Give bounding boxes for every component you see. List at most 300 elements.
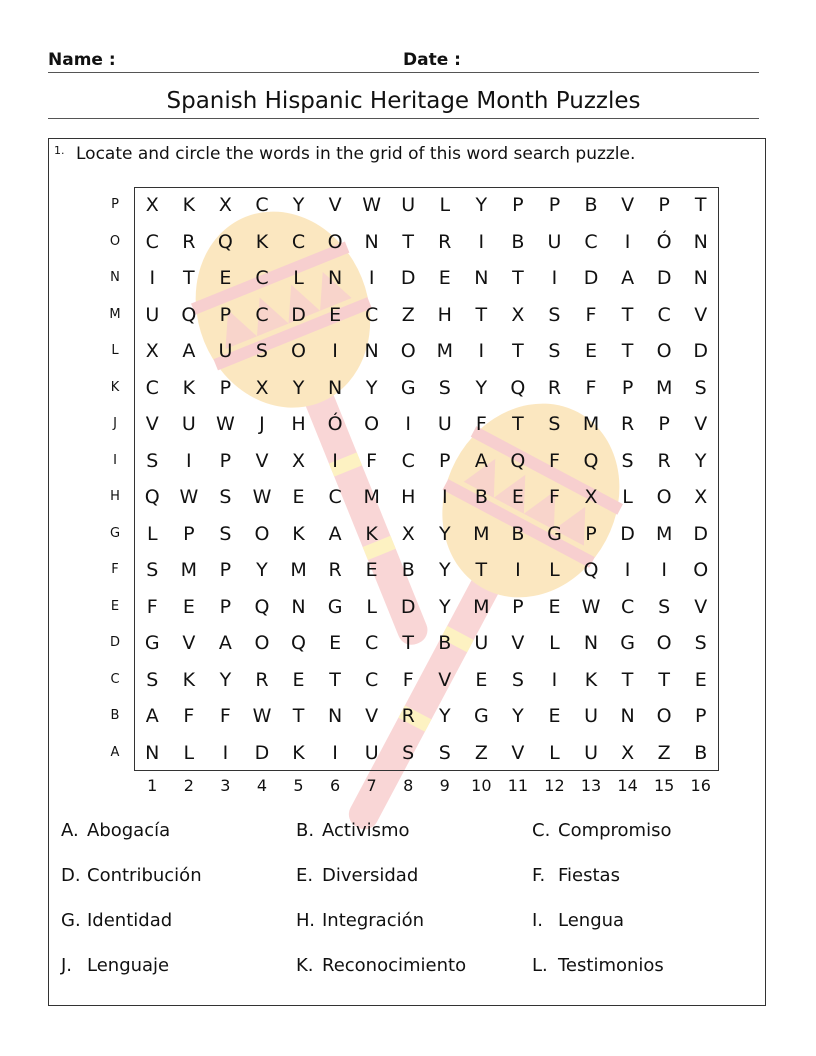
row-label: G bbox=[109, 525, 121, 541]
grid-cell: T bbox=[402, 230, 415, 253]
grid-cell: E bbox=[182, 595, 195, 618]
grid-cell: R bbox=[657, 449, 671, 472]
grid-cell: F bbox=[183, 705, 195, 727]
row-label: B bbox=[110, 708, 120, 723]
grid-cell: M bbox=[655, 522, 673, 545]
grid-cell: V bbox=[438, 668, 452, 691]
grid-cell: P bbox=[585, 522, 597, 545]
grid-cell: E bbox=[219, 267, 232, 289]
grid-cell: O bbox=[693, 559, 709, 581]
grid-cell: I bbox=[624, 559, 631, 581]
grid-cell: P bbox=[658, 194, 670, 216]
grid-cell: N bbox=[693, 230, 708, 253]
row-label: M bbox=[109, 306, 121, 322]
grid-cell: L bbox=[622, 486, 633, 508]
grid-cell: D bbox=[400, 595, 416, 618]
column-label: 1 bbox=[147, 776, 158, 795]
grid-cell: Y bbox=[694, 449, 707, 472]
grid-cell: I bbox=[478, 340, 485, 362]
grid-cell: F bbox=[548, 486, 560, 508]
grid-cell: V bbox=[365, 705, 379, 727]
word-text: Lenguaje bbox=[87, 955, 170, 976]
grid-cell: L bbox=[293, 267, 304, 289]
grid-cell: Q bbox=[510, 376, 526, 399]
grid-cell: H bbox=[437, 303, 452, 326]
grid-cell: Y bbox=[365, 376, 378, 399]
grid-cell: E bbox=[438, 267, 451, 289]
grid-cell: C bbox=[365, 668, 379, 691]
grid-cell: L bbox=[146, 522, 158, 545]
grid-cell: C bbox=[620, 595, 635, 618]
word-letter: C. bbox=[532, 820, 551, 841]
grid-cell: B bbox=[511, 230, 525, 253]
grid-cell: I bbox=[332, 449, 338, 472]
grid-cell: V bbox=[328, 194, 342, 216]
grid-cell: O bbox=[254, 632, 270, 654]
grid-cell: R bbox=[255, 668, 269, 691]
word-text: Contribución bbox=[87, 865, 202, 886]
grid-cell: E bbox=[548, 705, 561, 727]
grid-cell: Q bbox=[254, 595, 270, 618]
grid-cell: L bbox=[549, 741, 560, 764]
grid-cell: F bbox=[366, 449, 378, 472]
grid-cell: U bbox=[145, 303, 160, 326]
grid-cell: K bbox=[182, 668, 196, 691]
grid-cell: O bbox=[327, 230, 343, 253]
grid-cell: P bbox=[621, 376, 634, 399]
grid-cell: Ó bbox=[656, 230, 672, 253]
word-list-item bbox=[532, 820, 671, 841]
word-letter: E. bbox=[296, 865, 314, 886]
word-letter: A. bbox=[61, 820, 79, 841]
grid-cell: Z bbox=[657, 741, 671, 764]
word-list-item bbox=[532, 910, 624, 931]
grid-cell: X bbox=[145, 340, 159, 362]
grid-cell: X bbox=[584, 486, 598, 508]
grid-cell: K bbox=[292, 741, 305, 764]
grid-cell: V bbox=[511, 632, 525, 654]
grid-cell: C bbox=[365, 303, 379, 326]
grid-cell: R bbox=[328, 559, 342, 581]
grid-cell: P bbox=[219, 376, 232, 399]
grid-cell: D bbox=[656, 267, 672, 289]
grid-cell: K bbox=[255, 230, 269, 253]
grid-cell: G bbox=[473, 705, 489, 727]
grid-cell: K bbox=[292, 522, 305, 545]
grid-cell: Q bbox=[181, 303, 197, 326]
grid-cell: H bbox=[291, 413, 306, 435]
word-letter: J. bbox=[61, 955, 73, 976]
grid-cell: P bbox=[694, 705, 707, 727]
row-label: O bbox=[109, 233, 121, 249]
word-search-grid bbox=[134, 187, 719, 771]
grid-cell: O bbox=[656, 705, 672, 727]
grid-cell: G bbox=[144, 632, 160, 654]
grid-cell: I bbox=[332, 741, 338, 764]
row-label: P bbox=[111, 197, 119, 212]
column-label: 7 bbox=[366, 776, 377, 795]
grid-cell: I bbox=[478, 230, 485, 253]
grid-cell: M bbox=[363, 486, 380, 508]
grid-cell: B bbox=[511, 522, 525, 545]
grid-cell: N bbox=[145, 741, 160, 764]
grid-cell: I bbox=[222, 741, 229, 764]
word-list-item bbox=[61, 820, 170, 841]
grid-cell: G bbox=[400, 376, 416, 399]
grid-cell: I bbox=[149, 267, 156, 289]
word-list-item bbox=[532, 955, 664, 976]
column-label: 6 bbox=[329, 776, 341, 795]
grid-cell: M bbox=[473, 595, 490, 618]
grid-cell: Y bbox=[438, 705, 451, 727]
grid-cell: O bbox=[364, 413, 380, 435]
grid-cell: T bbox=[621, 340, 634, 362]
grid-cell: T bbox=[512, 340, 524, 362]
grid-cell: W bbox=[179, 486, 199, 508]
grid-cell: U bbox=[364, 741, 379, 764]
grid-cell: C bbox=[145, 376, 159, 399]
grid-cell: K bbox=[365, 522, 378, 545]
grid-cell: V bbox=[621, 194, 635, 216]
grid-cell: Y bbox=[292, 194, 305, 216]
word-letter: I. bbox=[532, 910, 544, 931]
grid-cell: T bbox=[402, 632, 415, 654]
grid-cell: R bbox=[438, 230, 452, 253]
grid-cell: I bbox=[332, 340, 338, 362]
grid-cell: A bbox=[328, 522, 342, 545]
grid-cell: U bbox=[474, 632, 489, 654]
grid-cell: D bbox=[583, 267, 599, 289]
grid-cell: E bbox=[329, 303, 342, 326]
row-label: C bbox=[110, 671, 120, 687]
word-text: Testimonios bbox=[558, 955, 664, 976]
word-letter: B. bbox=[296, 820, 315, 841]
word-list-item bbox=[296, 910, 424, 931]
grid-cell: C bbox=[255, 267, 269, 289]
grid-cell: T bbox=[475, 303, 488, 326]
grid-cell: T bbox=[475, 559, 488, 581]
grid-cell: N bbox=[693, 267, 708, 289]
row-label: E bbox=[110, 598, 120, 614]
grid-cell: W bbox=[252, 486, 272, 508]
word-letter: L. bbox=[532, 955, 548, 976]
grid-cell: D bbox=[693, 340, 709, 362]
grid-cell: E bbox=[329, 632, 342, 654]
grid-cell: F bbox=[146, 595, 158, 618]
grid-cell: I bbox=[624, 230, 631, 253]
grid-cell: T bbox=[292, 705, 305, 727]
grid-cell: T bbox=[512, 413, 524, 435]
grid-cell: R bbox=[620, 413, 635, 435]
grid-cell: N bbox=[620, 705, 635, 727]
grid-cell: R bbox=[182, 230, 196, 253]
grid-cell: T bbox=[621, 303, 634, 326]
grid-cell: Q bbox=[583, 449, 599, 472]
grid-cell: C bbox=[657, 303, 671, 326]
grid-cell: V bbox=[511, 741, 525, 764]
word-text: Activismo bbox=[322, 820, 410, 841]
grid-cell: D bbox=[693, 522, 709, 545]
grid-cell: Y bbox=[256, 559, 268, 581]
grid-cell: S bbox=[438, 376, 451, 399]
grid-cell: W bbox=[362, 194, 382, 216]
grid-cell: D bbox=[291, 303, 306, 326]
grid-cell: I bbox=[515, 559, 521, 581]
grid-cell: P bbox=[219, 595, 232, 618]
word-list-item bbox=[532, 865, 620, 886]
grid-cell: X bbox=[218, 194, 232, 216]
column-label: 15 bbox=[653, 776, 675, 795]
grid-cell: L bbox=[183, 741, 195, 764]
grid-cell: H bbox=[401, 486, 416, 508]
grid-cell: I bbox=[661, 559, 667, 581]
grid-cell: T bbox=[694, 194, 707, 216]
grid-cell: U bbox=[181, 413, 196, 435]
word-text: Compromiso bbox=[558, 820, 672, 841]
grid-cell: Y bbox=[512, 705, 524, 727]
question-instruction: Locate and circle the words in the grid of this word search puzzle. bbox=[76, 144, 636, 164]
grid-cell: S bbox=[548, 340, 561, 362]
word-text: Reconocimiento bbox=[322, 955, 467, 976]
name-label: Name : bbox=[48, 50, 116, 70]
grid-cell: S bbox=[255, 340, 268, 362]
grid-cell: S bbox=[146, 559, 159, 581]
grid-cell: U bbox=[584, 705, 598, 727]
grid-cell: F bbox=[548, 449, 560, 472]
grid-cell: B bbox=[401, 559, 415, 581]
word-list-item bbox=[61, 910, 172, 931]
grid-cell: R bbox=[401, 705, 415, 727]
word-list-item bbox=[296, 820, 410, 841]
grid-cell: G bbox=[547, 522, 562, 545]
grid-cell: S bbox=[621, 449, 634, 472]
grid-cell: Q bbox=[144, 486, 160, 508]
grid-cell: M bbox=[473, 522, 490, 545]
grid-cell: B bbox=[438, 632, 452, 654]
row-label: N bbox=[110, 270, 120, 285]
row-label: L bbox=[111, 343, 119, 358]
grid-cell: O bbox=[254, 522, 270, 545]
grid-cell: Y bbox=[219, 668, 232, 691]
grid-cell: Y bbox=[475, 376, 488, 399]
grid-cell: L bbox=[549, 632, 560, 654]
grid-cell: X bbox=[255, 376, 269, 399]
grid-cell: S bbox=[511, 668, 524, 691]
row-label: H bbox=[110, 489, 120, 504]
column-label: 8 bbox=[403, 776, 414, 795]
grid-cell: V bbox=[182, 632, 196, 654]
word-text: Identidad bbox=[87, 910, 173, 931]
grid-cell: G bbox=[620, 632, 635, 654]
grid-cell: C bbox=[365, 632, 379, 654]
column-label: 9 bbox=[439, 776, 450, 795]
column-label: 10 bbox=[471, 776, 492, 795]
grid-cell: P bbox=[439, 449, 451, 472]
word-list-item bbox=[296, 955, 466, 976]
column-label: 4 bbox=[256, 776, 268, 795]
grid-cell: L bbox=[439, 194, 451, 216]
grid-cell: P bbox=[658, 413, 670, 435]
grid-cell: B bbox=[694, 741, 708, 764]
grid-cell: C bbox=[328, 486, 342, 508]
grid-cell: A bbox=[218, 632, 232, 654]
grid-cell: O bbox=[656, 486, 672, 508]
column-label: 13 bbox=[580, 776, 602, 795]
grid-cell: R bbox=[547, 376, 562, 399]
grid-cell: S bbox=[219, 522, 232, 545]
column-label: 12 bbox=[544, 776, 565, 795]
grid-cell: I bbox=[405, 413, 412, 435]
grid-cell: X bbox=[401, 522, 415, 545]
grid-cell: O bbox=[291, 340, 306, 362]
grid-cell: N bbox=[364, 340, 379, 362]
grid-cell: W bbox=[252, 705, 272, 727]
grid-cell: Z bbox=[401, 303, 415, 326]
grid-cell: V bbox=[255, 449, 269, 472]
grid-cell: Y bbox=[438, 559, 451, 581]
grid-cell: A bbox=[474, 449, 488, 472]
word-text: Lengua bbox=[558, 910, 625, 931]
grid-cell: P bbox=[219, 449, 232, 472]
grid-cell: F bbox=[585, 303, 597, 326]
grid-cell: N bbox=[327, 705, 343, 727]
grid-cell: G bbox=[327, 595, 343, 618]
grid-cell: S bbox=[694, 376, 707, 399]
grid-cell: I bbox=[186, 449, 192, 472]
word-letter: D. bbox=[61, 865, 81, 886]
grid-cell: D bbox=[254, 741, 270, 764]
column-label: 16 bbox=[690, 776, 711, 795]
grid-cell: X bbox=[694, 486, 708, 508]
grid-cell: N bbox=[583, 632, 599, 654]
grid-cell: T bbox=[183, 267, 195, 289]
grid-cell: T bbox=[512, 267, 524, 289]
grid-cell: V bbox=[694, 413, 708, 435]
word-letter: F. bbox=[532, 865, 546, 886]
grid-cell: A bbox=[621, 267, 635, 289]
grid-cell: S bbox=[402, 741, 415, 764]
word-text: Integración bbox=[322, 910, 425, 931]
grid-cell: X bbox=[145, 194, 159, 216]
word-letter: H. bbox=[296, 910, 315, 931]
row-label: I bbox=[113, 452, 117, 468]
grid-cell: Q bbox=[217, 230, 233, 253]
grid-cell: X bbox=[511, 303, 525, 326]
grid-cell: S bbox=[548, 303, 561, 326]
row-label: D bbox=[109, 635, 120, 650]
page-title: Spanish Hispanic Heritage Month Puzzles bbox=[166, 88, 641, 114]
grid-cell: E bbox=[292, 668, 305, 691]
grid-cell: S bbox=[548, 413, 561, 435]
grid-cell: Y bbox=[438, 595, 451, 618]
grid-cell: C bbox=[291, 230, 306, 253]
grid-cell: K bbox=[584, 668, 598, 691]
word-text: Abogacía bbox=[87, 820, 171, 841]
grid-cell: A bbox=[145, 705, 159, 727]
grid-cell: Y bbox=[475, 194, 488, 216]
grid-cell: I bbox=[551, 668, 558, 691]
grid-cell: Z bbox=[474, 741, 488, 764]
grid-cell: U bbox=[437, 413, 452, 435]
grid-cell: N bbox=[327, 267, 343, 289]
row-label: A bbox=[110, 744, 120, 760]
grid-cell: C bbox=[145, 230, 159, 253]
grid-cell: B bbox=[584, 194, 598, 216]
grid-cell: V bbox=[694, 303, 708, 326]
grid-cell: W bbox=[216, 413, 235, 435]
grid-cell: T bbox=[329, 668, 341, 691]
grid-cell: U bbox=[401, 194, 416, 216]
grid-cell: F bbox=[475, 413, 487, 435]
grid-cell: I bbox=[368, 267, 375, 289]
question-number: 1. bbox=[54, 144, 65, 157]
grid-cell: P bbox=[512, 194, 524, 216]
word-letter: G. bbox=[61, 910, 81, 931]
grid-cell: L bbox=[549, 559, 560, 581]
word-text: Diversidad bbox=[322, 865, 419, 886]
word-list-item bbox=[61, 865, 202, 886]
grid-cell: C bbox=[255, 194, 269, 216]
grid-cell: I bbox=[441, 486, 448, 508]
grid-cell: F bbox=[402, 668, 414, 691]
grid-cell: E bbox=[365, 559, 378, 581]
row-label: F bbox=[111, 562, 119, 577]
grid-cell: C bbox=[401, 449, 415, 472]
word-list-item bbox=[61, 955, 169, 976]
grid-cell: K bbox=[182, 194, 196, 216]
grid-cell: J bbox=[259, 413, 265, 435]
grid-cell: W bbox=[581, 595, 601, 618]
date-label: Date : bbox=[403, 50, 461, 70]
column-label: 11 bbox=[507, 776, 529, 795]
grid-cell: U bbox=[218, 340, 233, 362]
grid-cell: V bbox=[145, 413, 159, 435]
grid-cell: I bbox=[551, 267, 558, 289]
grid-cell: E bbox=[292, 486, 305, 508]
grid-cell: X bbox=[292, 449, 306, 472]
grid-cell: C bbox=[584, 230, 598, 253]
grid-cell: P bbox=[512, 595, 524, 618]
column-label: 2 bbox=[183, 776, 194, 795]
grid-cell: M bbox=[655, 376, 673, 399]
grid-cell: S bbox=[694, 632, 707, 654]
grid-cell: Q bbox=[510, 449, 526, 472]
grid-cell: N bbox=[291, 595, 306, 618]
grid-cell: S bbox=[219, 486, 232, 508]
grid-cell: N bbox=[474, 267, 489, 289]
column-label: 3 bbox=[220, 776, 231, 795]
grid-cell: E bbox=[585, 340, 598, 362]
grid-cell: L bbox=[366, 595, 377, 618]
grid-cell: P bbox=[183, 522, 195, 545]
grid-cell: T bbox=[621, 668, 634, 691]
grid-cell: S bbox=[658, 595, 671, 618]
row-label: K bbox=[110, 379, 120, 395]
grid-cell: P bbox=[548, 194, 561, 216]
grid-cell: S bbox=[146, 668, 159, 691]
grid-cell: P bbox=[219, 303, 232, 326]
grid-cell: F bbox=[219, 705, 231, 727]
grid-cell: O bbox=[656, 340, 672, 362]
grid-cell: V bbox=[694, 595, 708, 618]
grid-cell: E bbox=[475, 668, 488, 691]
grid-cell: P bbox=[219, 559, 232, 581]
grid-cell: Y bbox=[292, 376, 305, 399]
grid-cell: O bbox=[400, 340, 416, 362]
grid-cell: N bbox=[364, 230, 379, 253]
grid-cell: Q bbox=[291, 632, 306, 654]
grid-cell: Q bbox=[583, 559, 599, 581]
